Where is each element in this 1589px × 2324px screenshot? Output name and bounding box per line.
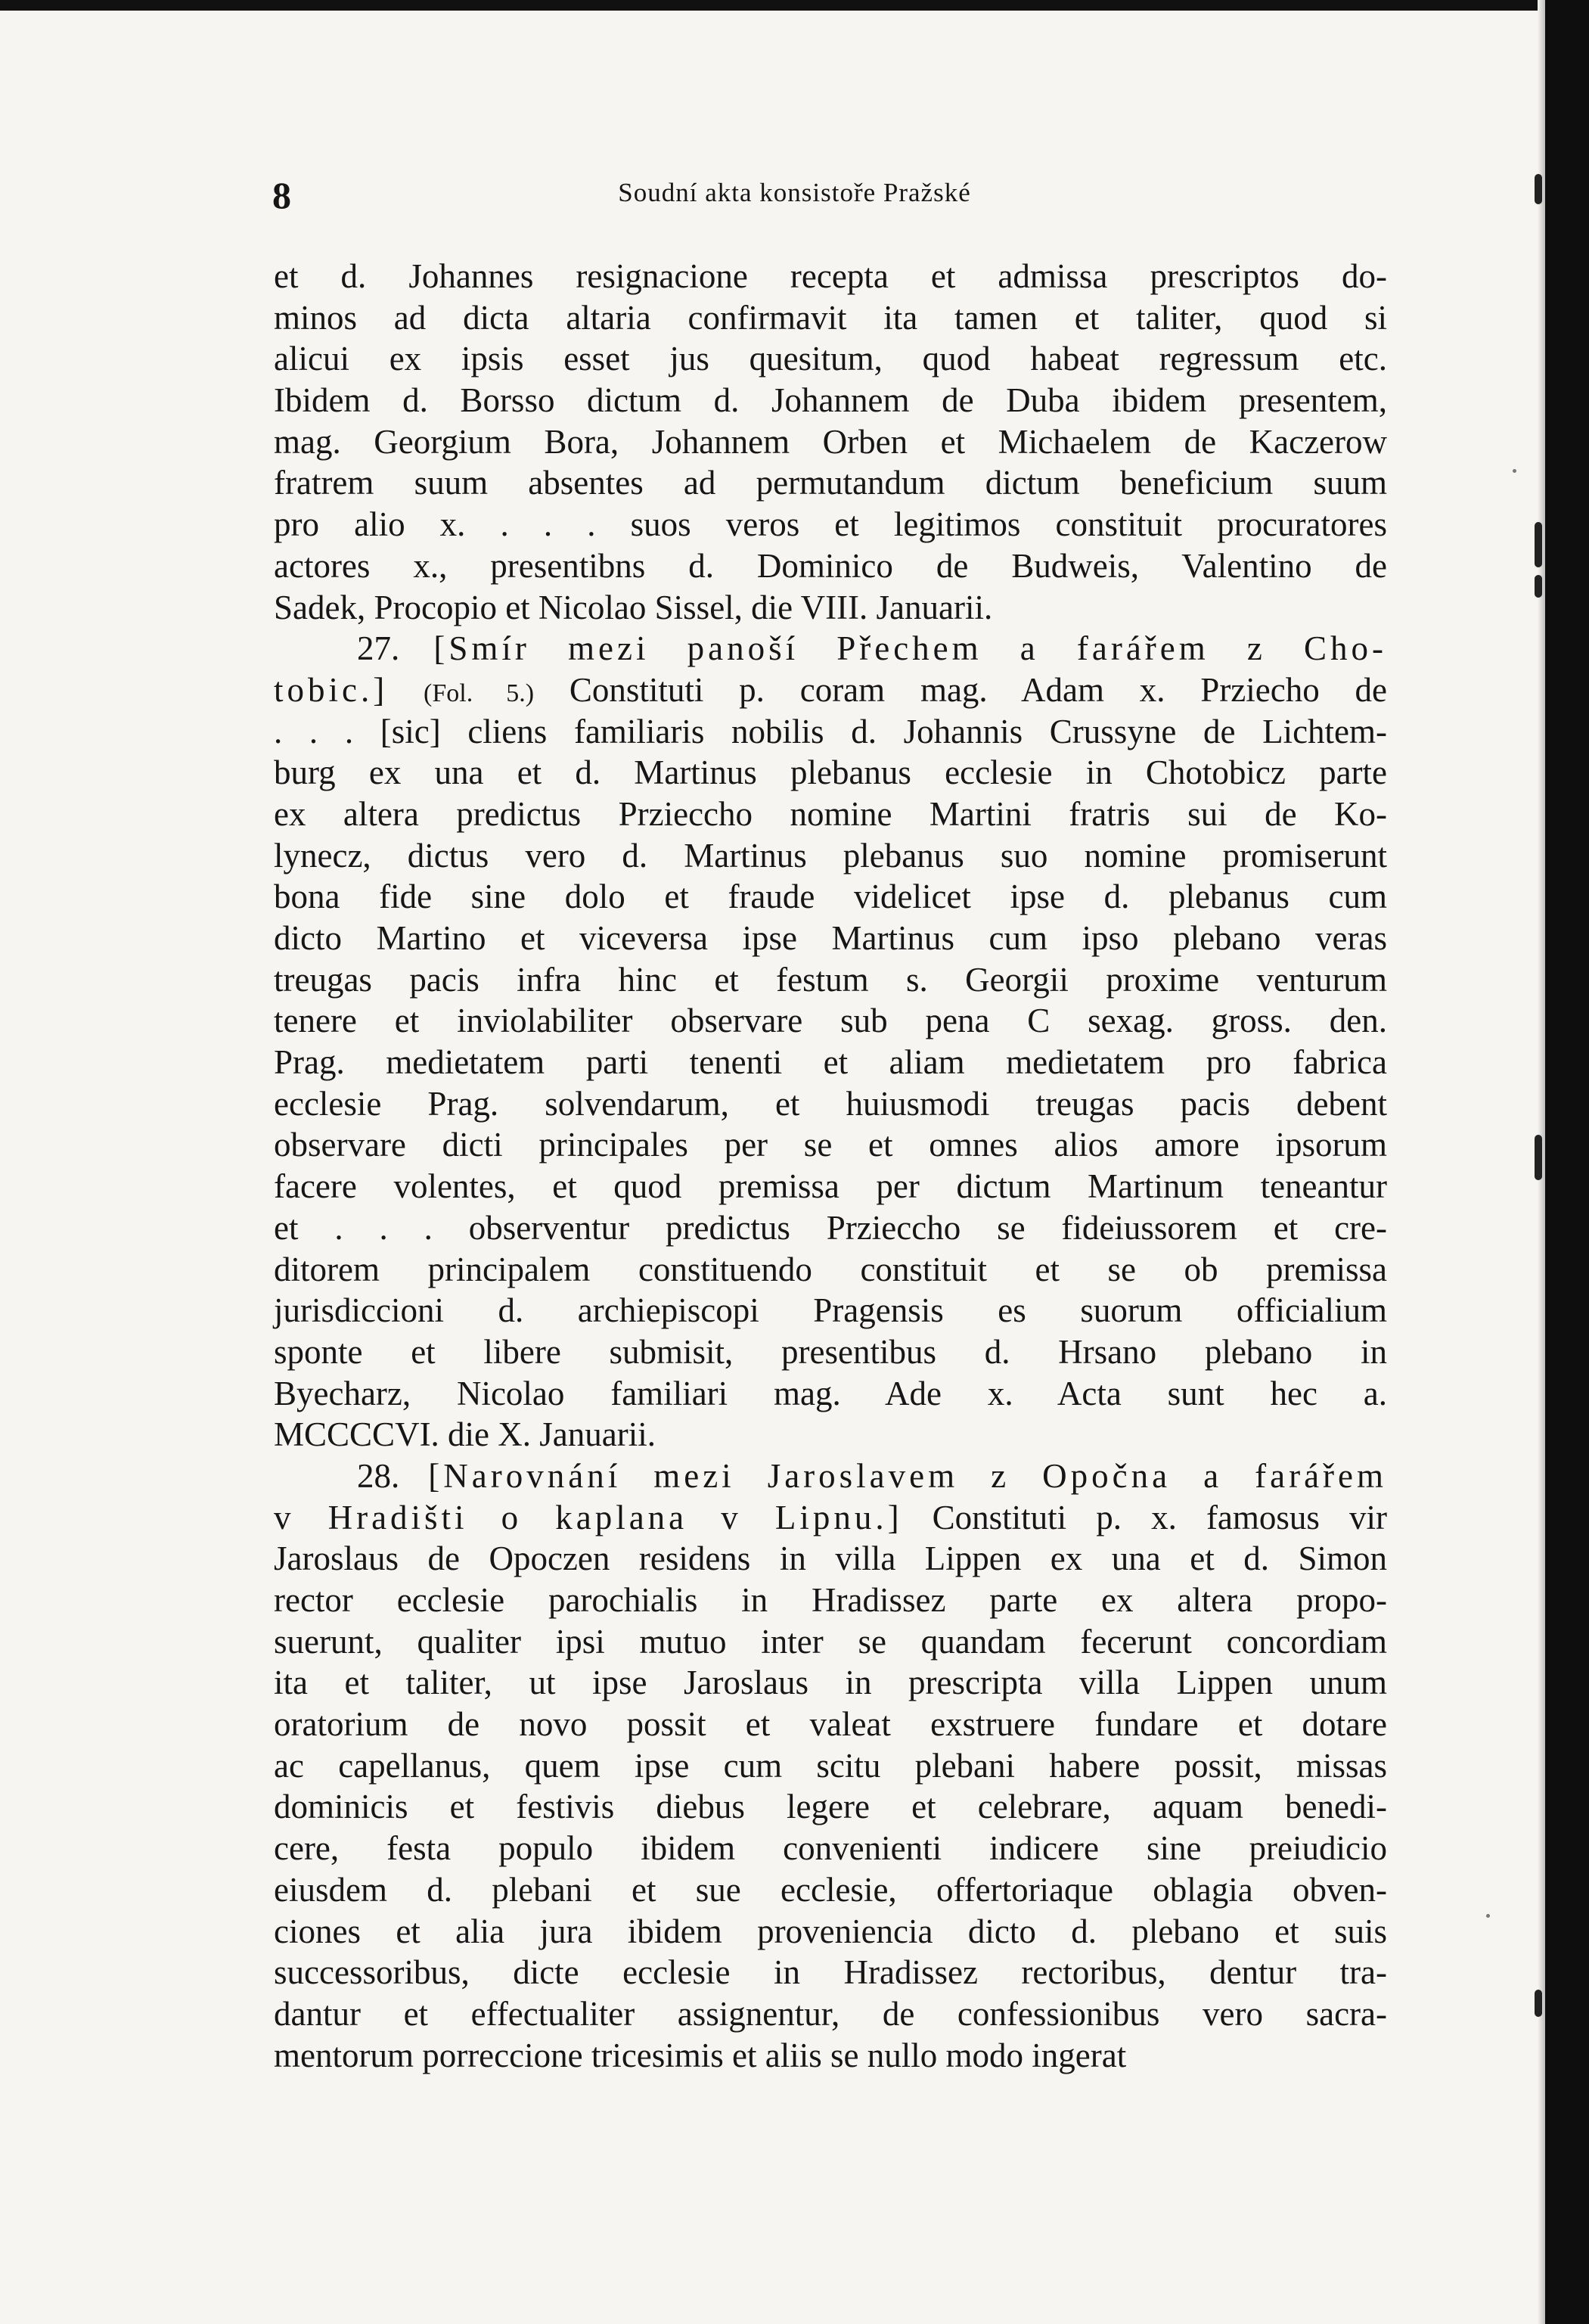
text-run: oratorium de novo possit et valeat exstruere fundare et dotare — [274, 1705, 1387, 1744]
text-run: fratrem suum absentes ad permutandum dictum beneficium suum — [274, 464, 1387, 502]
text-line — [274, 1580, 1387, 1621]
text-run: treugas pacis infra hinc et festum s. Georgii proxime venturum — [274, 960, 1387, 999]
text-line — [274, 1662, 1387, 1704]
text-run: alicui ex ipsis esset jus quesitum, quod habeat regressum etc. — [274, 340, 1387, 378]
text-run: actores x., presentibns d. Dominico de Budweis, Valentino de — [274, 546, 1387, 585]
text-run — [388, 671, 424, 709]
text-line — [274, 628, 1387, 670]
text-line — [274, 876, 1387, 918]
text-run: . . . [sic] cliens familiaris nobilis d. Johannis Crussyne de Lichtem- — [274, 712, 1387, 750]
text-run: ditorem principalem constituendo constituit et se ob premissa — [274, 1250, 1387, 1288]
text-run: lynecz, dictus vero d. Martinus plebanus suo nomine promiserunt — [274, 836, 1387, 875]
text-run: ac capellanus, quem ipse cum scitu plebani habere possit, missas — [274, 1746, 1387, 1785]
text-run: facere volentes, et quod premissa per dictum Martinum teneantur — [274, 1167, 1387, 1206]
text-line — [274, 1290, 1387, 1331]
scan-mark — [1535, 522, 1542, 567]
text-line — [274, 1538, 1387, 1580]
text-line — [274, 2035, 1387, 2077]
entry-heading: [Narovnání mezi Jaroslavem z Opočna a farářem — [428, 1456, 1387, 1495]
text-line — [274, 1869, 1387, 1911]
scan-mark — [1535, 575, 1542, 598]
text-line — [274, 1166, 1387, 1207]
text-line — [274, 1621, 1387, 1663]
text-run: Constituti p. x. famosus vir — [902, 1498, 1388, 1536]
text-run: Constituti p. coram mag. Adam x. Prziecho de — [534, 670, 1387, 709]
text-line — [274, 1207, 1387, 1249]
text-run: ecclesie Prag. solvendarum, et huiusmodi treugas pacis debent — [274, 1084, 1387, 1123]
text-run: 28. — [357, 1456, 429, 1495]
scan-border-right — [1545, 0, 1589, 2324]
scan-mark — [1535, 1990, 1542, 2017]
text-run: et . . . observentur predictus Przieccho se fideiussorem et cre- — [274, 1208, 1387, 1247]
dust-speck — [1513, 469, 1516, 473]
text-line — [274, 1042, 1387, 1083]
entry-heading: [Smír mezi panoší Přechem a farářem z Cho- — [433, 629, 1388, 668]
text-run: mentorum porreccione tricesimis et aliis se nullo modo ingerat — [274, 2036, 1127, 2074]
text-line — [274, 1704, 1387, 1745]
text-run: minos ad dicta altaria confirmavit ita tamen et taliter, quod si — [274, 298, 1387, 337]
text-run: Ibidem d. Borsso dictum d. Johannem de Duba ibidem presentem, — [274, 381, 1387, 420]
text-run: dicto Martino et viceversa ipse Martinus cum ipso plebano veras — [274, 919, 1387, 957]
text-line — [274, 338, 1387, 380]
text-run: tenere et inviolabiliter observare sub pena C sexag. gross. den. — [274, 1002, 1387, 1040]
text-line — [274, 794, 1387, 835]
text-line — [274, 1456, 1387, 1497]
text-line — [274, 1249, 1387, 1291]
text-run: Jaroslaus de Opoczen residens in villa Lippen ex una et d. Simon — [274, 1539, 1387, 1578]
text-run: burg ex una et d. Martinus plebanus ecclesie in Chotobicz parte — [274, 753, 1387, 792]
entry-heading: tobic.] — [274, 670, 389, 709]
dust-speck — [1486, 1914, 1490, 1918]
text-run: observare dicti principales per se et omnes alios amore ipsorum — [274, 1126, 1387, 1164]
text-line — [274, 462, 1387, 504]
text-line — [274, 670, 1387, 711]
text-run: 27. — [357, 629, 434, 668]
text-run: ita et taliter, ut ipse Jaroslaus in prescripta villa Lippen unum — [274, 1664, 1387, 1702]
text-run: Byecharz, Nicolao familiari mag. Ade x. Acta sunt hec a. — [274, 1374, 1387, 1412]
folio-reference: (Fol. 5.) — [424, 679, 535, 707]
text-line — [274, 504, 1387, 545]
text-line — [274, 1993, 1387, 2035]
text-run: suerunt, qualiter ipsi mutuo inter se quandam fecerunt concordiam — [274, 1622, 1387, 1661]
text-run: dantur et effectualiter assignentur, de confessionibus vero sacra- — [274, 1994, 1387, 2033]
text-line — [274, 1000, 1387, 1042]
text-line — [274, 1414, 1387, 1456]
text-run: pro alio x. . . . suos veros et legitimos constituit procuratores — [274, 505, 1387, 544]
body-text — [274, 256, 1387, 2076]
text-line — [274, 918, 1387, 959]
text-run: successoribus, dicte ecclesie in Hradissez rectoribus, dentur tra- — [274, 1953, 1387, 1992]
text-run: Prag. medietatem parti tenenti et aliam medietatem pro fabrica — [274, 1043, 1387, 1082]
text-line — [274, 1952, 1387, 1993]
text-run: mag. Georgium Bora, Johannem Orben et Michaelem de Kaczerow — [274, 422, 1387, 461]
text-line — [274, 1331, 1387, 1373]
text-run: et d. Johannes resignacione recepta et admissa prescriptos do- — [274, 257, 1387, 295]
text-run: jurisdiccioni d. archiepiscopi Pragensis es suorum officialium — [274, 1291, 1387, 1330]
text-line — [274, 1828, 1387, 1869]
text-line — [274, 835, 1387, 877]
text-run: rector ecclesie parochialis in Hradissez parte ex altera propo- — [274, 1581, 1387, 1619]
text-line — [274, 1745, 1387, 1787]
scan-mark — [1535, 1135, 1542, 1180]
text-run: dominicis et festivis diebus legere et celebrare, aquam benedi- — [274, 1788, 1387, 1826]
text-line — [274, 711, 1387, 753]
text-run: ex altera predictus Przieccho nomine Martini fratris sui de Ko- — [274, 794, 1387, 833]
text-run: sponte et libere submisit, presentibus d. Hrsano plebano in — [274, 1332, 1387, 1371]
text-line — [274, 587, 1387, 629]
text-line — [274, 959, 1387, 1001]
text-line — [274, 1083, 1387, 1125]
text-run: ciones et alia jura ibidem proveniencia dicto d. plebano et suis — [274, 1912, 1387, 1950]
text-line — [274, 1373, 1387, 1415]
text-line — [274, 1124, 1387, 1166]
text-line — [274, 545, 1387, 587]
text-run: bona fide sine dolo et fraude videlicet ipse d. plebanus cum — [274, 878, 1387, 916]
text-line — [274, 380, 1387, 421]
scan-border-top — [0, 0, 1589, 11]
text-run: eiusdem d. plebani et sue ecclesie, offertoriaque oblagia obven- — [274, 1870, 1387, 1909]
text-run: MCCCCVI. die X. Januarii. — [274, 1415, 656, 1454]
text-run: cere, festa populo ibidem convenienti indicere sine preiudicio — [274, 1829, 1387, 1868]
entry-heading: v Hradišti o kaplana v Lipnu.] — [274, 1498, 903, 1536]
text-line — [274, 256, 1387, 297]
text-run: Sadek, Procopio et Nicolao Sissel, die VIII. Januarii. — [274, 588, 993, 626]
text-line — [274, 1911, 1387, 1953]
text-line — [274, 421, 1387, 463]
text-line — [274, 297, 1387, 339]
page-number: 8 — [272, 174, 291, 216]
text-line — [274, 1786, 1387, 1828]
text-line — [274, 1497, 1387, 1539]
text-line — [274, 752, 1387, 794]
running-title: Soudní akta konsistoře Pražské — [618, 178, 971, 207]
